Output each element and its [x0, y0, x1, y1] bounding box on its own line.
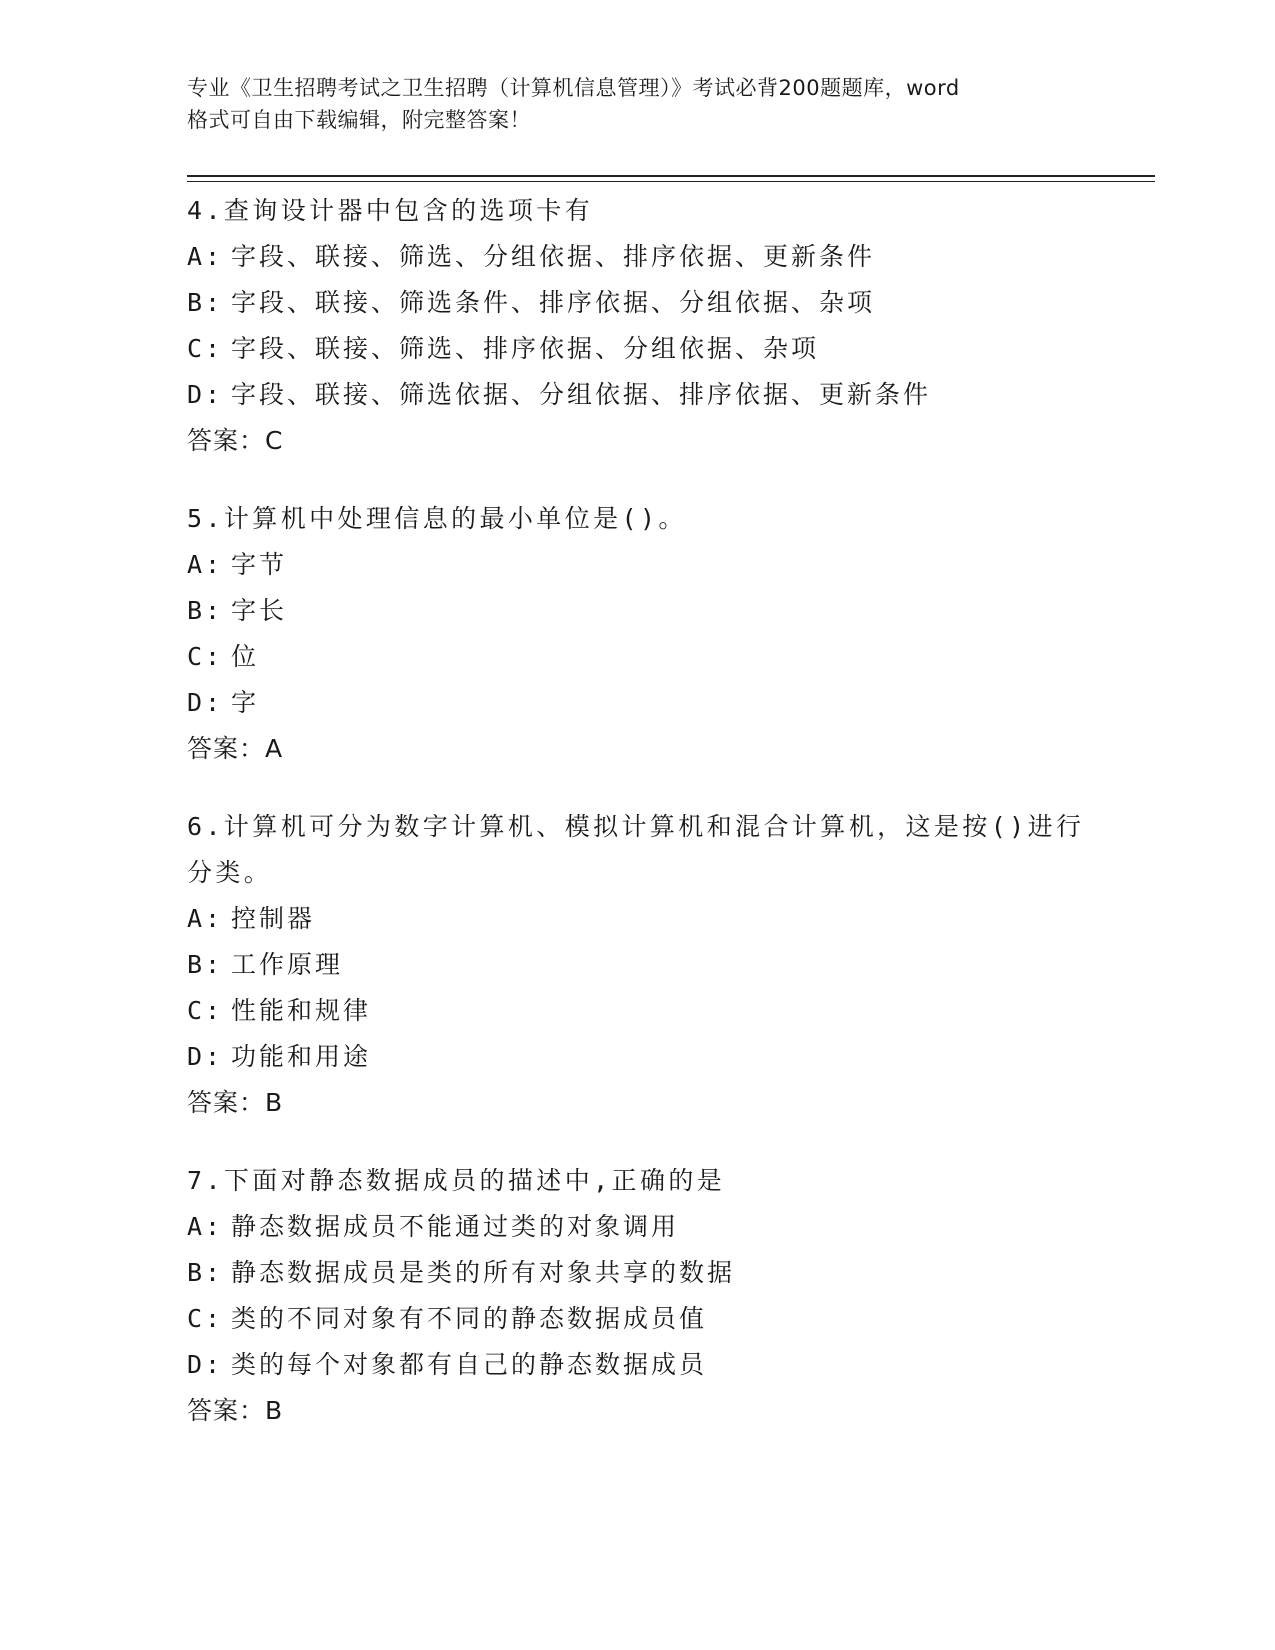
answer-label: 答案： [187, 1396, 266, 1425]
option-text: 字段、联接、筛选条件、排序依据、分组依据、杂项 [231, 288, 876, 317]
option-letter: A: [187, 904, 224, 933]
header-divider-thick [187, 175, 1155, 177]
option-text: 控制器 [231, 904, 316, 933]
option-text: 字段、联接、筛选、排序依据、分组依据、杂项 [231, 334, 820, 363]
option-letter: C: [187, 334, 224, 363]
option-text: 功能和用途 [231, 1042, 372, 1071]
option-b [187, 588, 1087, 634]
option-a [187, 542, 1087, 588]
option-letter: A: [187, 1212, 224, 1241]
document-header [187, 72, 1087, 136]
question-list [187, 188, 1087, 1466]
option-text: 静态数据成员不能通过类的对象调用 [231, 1212, 680, 1241]
option-c [187, 326, 1087, 372]
option-letter: B: [187, 596, 224, 625]
option-text: 字段、联接、筛选、分组依据、排序依据、更新条件 [231, 242, 876, 271]
option-text: 静态数据成员是类的所有对象共享的数据 [231, 1258, 736, 1287]
option-b [187, 1250, 1087, 1296]
option-a [187, 896, 1087, 942]
question-title: 4.查询设计器中包含的选项卡有 [187, 196, 594, 225]
option-d [187, 1034, 1087, 1080]
option-letter: C: [187, 1304, 224, 1333]
answer [187, 1388, 1087, 1434]
option-text: 位 [231, 642, 260, 671]
option-letter: A: [187, 550, 224, 579]
option-c [187, 988, 1087, 1034]
header-divider-thin [187, 181, 1155, 182]
question-title: 6.计算机可分为数字计算机、模拟计算机和混合计算机，这是按()进行分类。 [187, 812, 1085, 887]
option-c [187, 1296, 1087, 1342]
answer-label: 答案： [187, 734, 266, 763]
option-letter: B: [187, 1258, 224, 1287]
answer-label: 答案： [187, 426, 266, 455]
option-text: 类的每个对象都有自己的静态数据成员 [231, 1350, 708, 1379]
option-a [187, 1204, 1087, 1250]
option-a [187, 234, 1087, 280]
option-text: 工作原理 [231, 950, 344, 979]
option-b [187, 280, 1087, 326]
answer [187, 418, 1087, 464]
question-5 [187, 496, 1087, 772]
answer [187, 726, 1087, 772]
answer-value: C [265, 426, 284, 455]
option-d [187, 372, 1087, 418]
option-d [187, 1342, 1087, 1388]
header-line-1: 专业《卫生招聘考试之卫生招聘（计算机信息管理）》考试必背200题题库，word [187, 76, 960, 100]
option-text: 类的不同对象有不同的静态数据成员值 [231, 1304, 708, 1333]
option-letter: D: [187, 380, 224, 409]
option-letter: C: [187, 642, 224, 671]
option-b [187, 942, 1087, 988]
question-6 [187, 804, 1087, 1126]
option-letter: D: [187, 1350, 224, 1379]
question-title: 7.下面对静态数据成员的描述中,正确的是 [187, 1166, 726, 1195]
question-7 [187, 1158, 1087, 1434]
answer-value: B [265, 1396, 284, 1425]
answer-value: B [265, 1088, 284, 1117]
option-text: 字 [231, 688, 260, 717]
question-title: 5.计算机中处理信息的最小单位是()。 [187, 504, 687, 533]
option-text: 字长 [231, 596, 288, 625]
answer-value: A [265, 734, 284, 763]
header-line-2: 格式可自由下载编辑，附完整答案！ [187, 108, 531, 132]
option-text: 字段、联接、筛选依据、分组依据、排序依据、更新条件 [231, 380, 932, 409]
option-letter: B: [187, 950, 224, 979]
option-letter: D: [187, 1042, 224, 1071]
option-letter: D: [187, 688, 224, 717]
question-4 [187, 188, 1087, 464]
option-d [187, 680, 1087, 726]
option-text: 字节 [231, 550, 288, 579]
answer [187, 1080, 1087, 1126]
option-letter: C: [187, 996, 224, 1025]
option-letter: A: [187, 242, 224, 271]
option-letter: B: [187, 288, 224, 317]
option-text: 性能和规律 [231, 996, 372, 1025]
option-c [187, 634, 1087, 680]
answer-label: 答案： [187, 1088, 266, 1117]
